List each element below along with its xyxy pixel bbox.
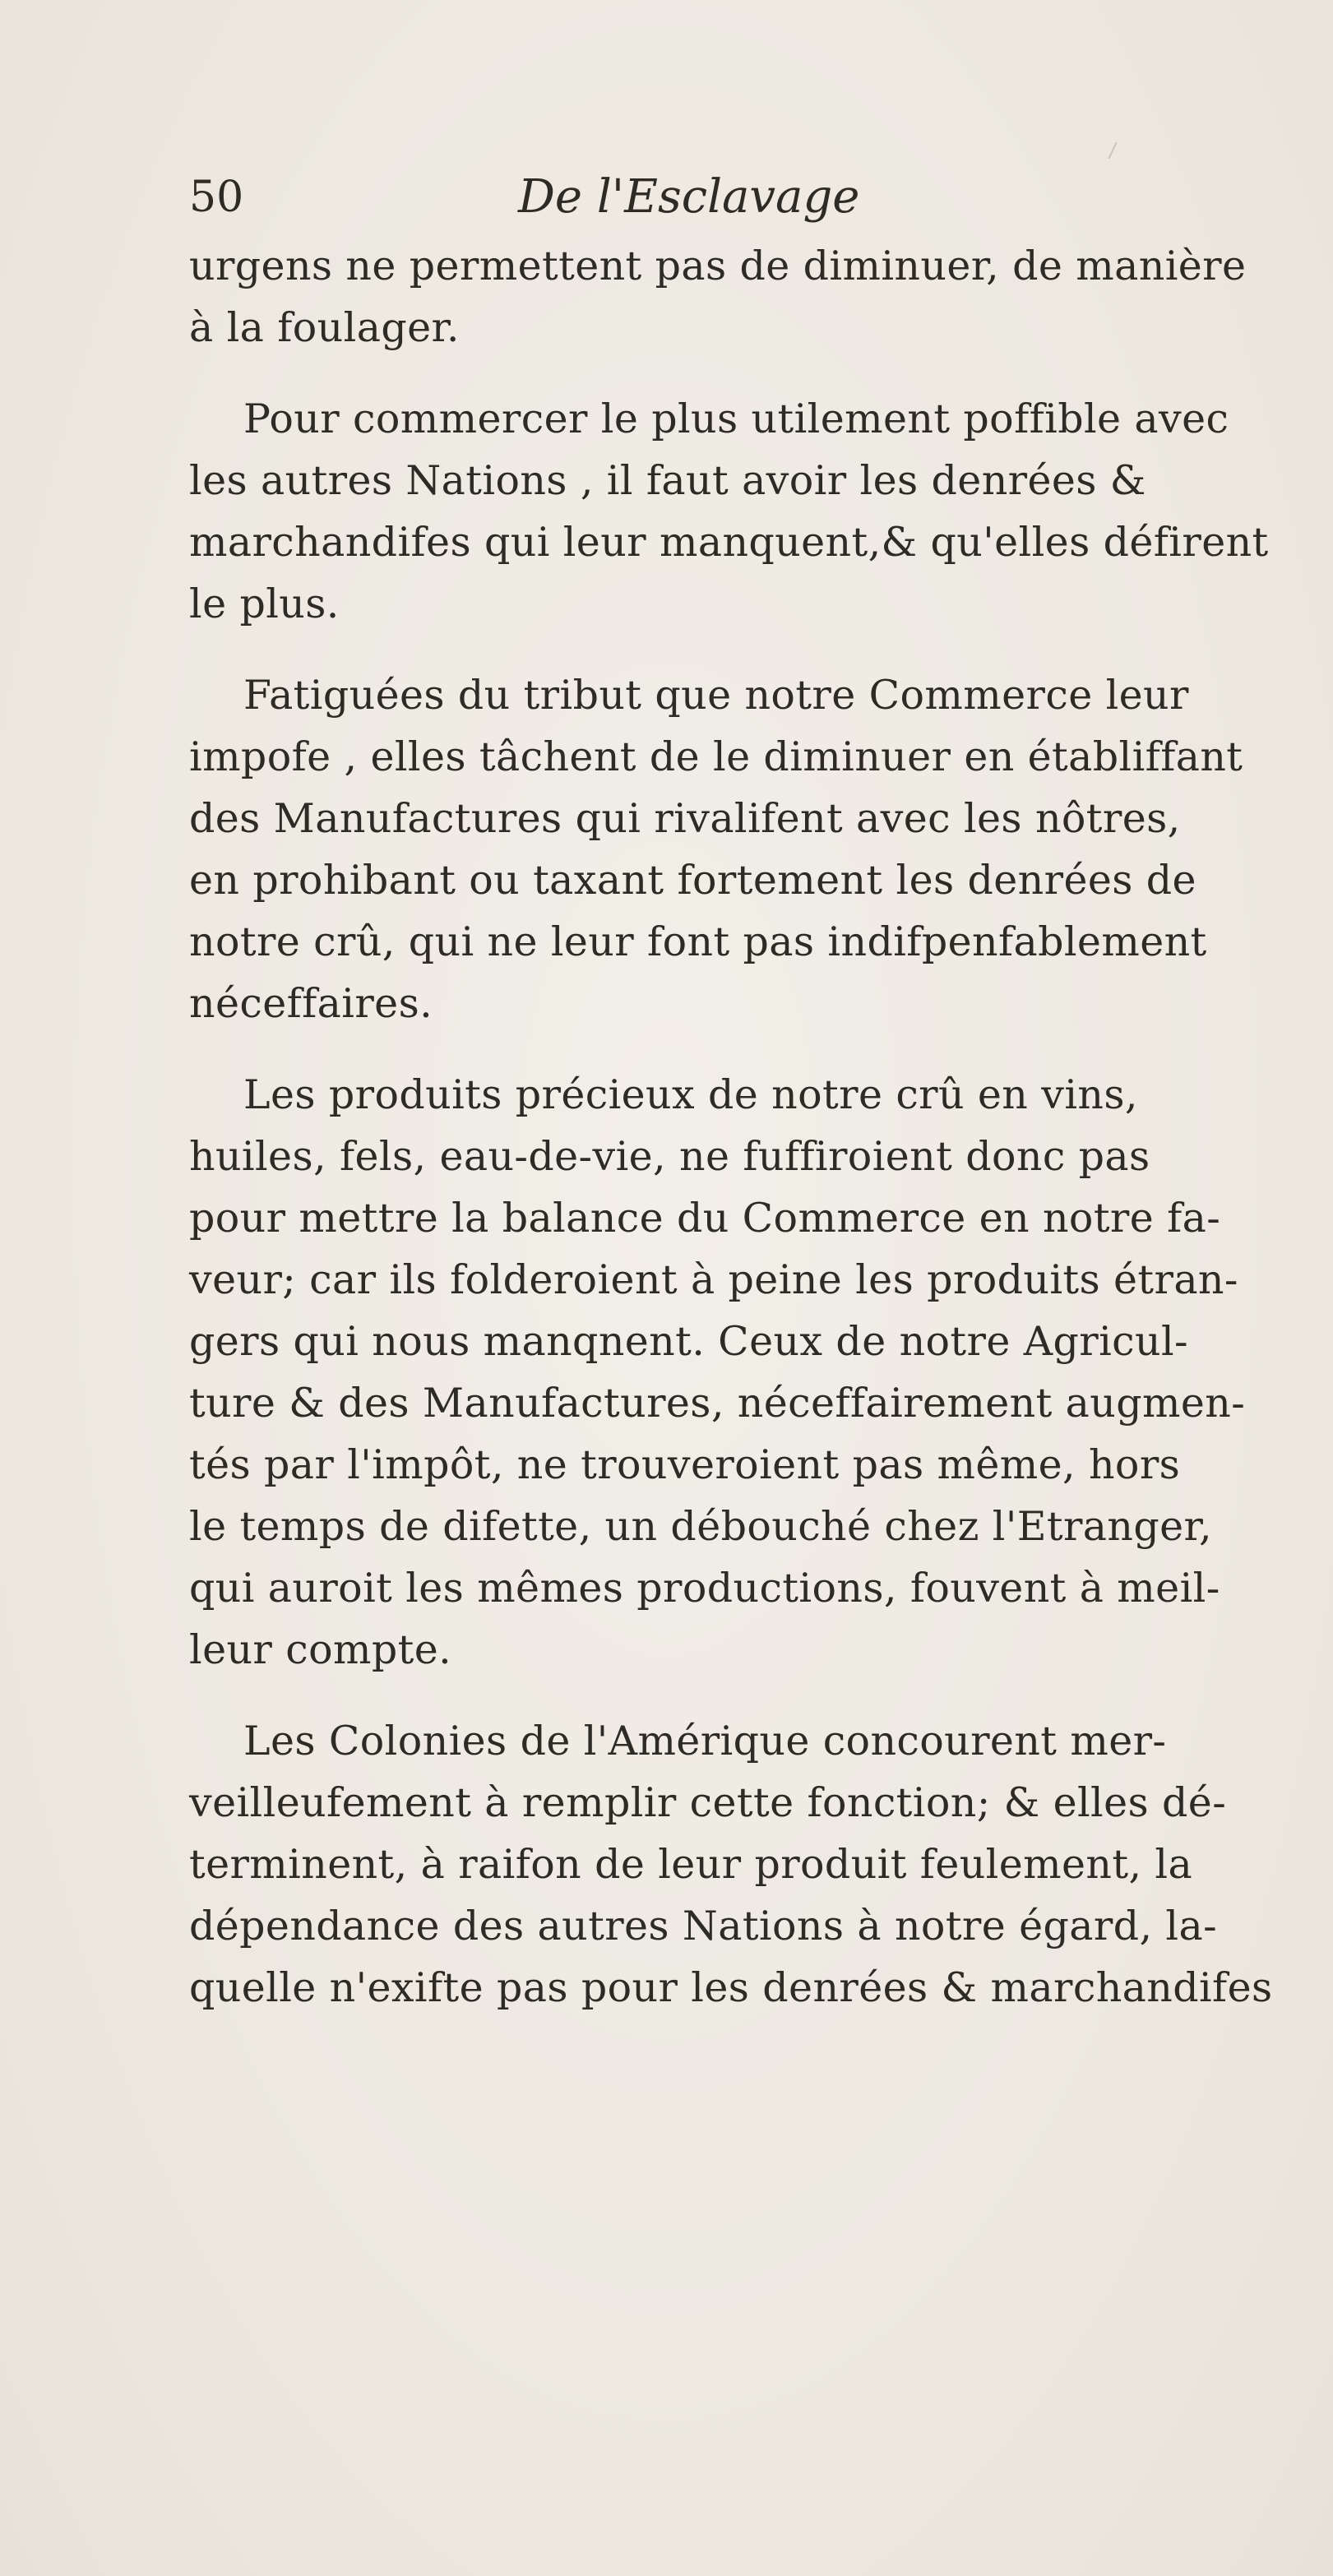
text-line: pour mettre la balance du Commerce en notre fa- <box>189 1195 1221 1242</box>
text-line: dépendance des autres Nations à notre égard, la- <box>189 1903 1218 1949</box>
text-line: leur compte. <box>189 1626 452 1673</box>
page-number: 50 <box>189 173 244 222</box>
text-line: veilleufement à remplir cette fonction; & elles dé- <box>189 1779 1227 1826</box>
text-line: Pour commercer le plus utilement poffible avec <box>243 395 1229 442</box>
body-text <box>189 235 1316 2019</box>
text-line: Les produits précieux de notre crû en vins, <box>243 1071 1138 1118</box>
text-line: des Manufactures qui rivalifent avec les nôtres, <box>189 795 1181 842</box>
paragraph <box>189 664 1316 1034</box>
text-line: veur; car ils folderoient à peine les produits étran- <box>189 1256 1238 1303</box>
text-line: les autres Nations , il faut avoir les denrées & <box>189 457 1146 504</box>
paragraph <box>189 1710 1316 2019</box>
text-line: le temps de difette, un débouché chez l'Etranger, <box>189 1503 1212 1550</box>
text-line: en prohibant ou taxant fortement les denrées de <box>189 857 1196 904</box>
text-line: ture & des Manufactures, néceffairement augmen- <box>189 1380 1246 1427</box>
paper-speck <box>1108 142 1117 160</box>
text-line: le plus. <box>189 580 340 627</box>
text-line: Les Colonies de l'Amérique concourent mer- <box>243 1718 1167 1764</box>
text-line: marchandifes qui leur manquent,& qu'elles défirent <box>189 519 1269 566</box>
paragraph <box>189 1064 1316 1681</box>
text-line: néceffaires. <box>189 980 433 1027</box>
text-line: qui auroit les mêmes productions, fouvent à meil- <box>189 1565 1220 1612</box>
text-line: terminent, à raifon de leur produit feulement, la <box>189 1841 1193 1888</box>
text-line: Fatiguées du tribut que notre Commerce leur <box>243 672 1189 719</box>
text-line: tés par l'impôt, ne trouveroient pas même, hors <box>189 1441 1181 1488</box>
text-line: impofe , elles tâchent de le diminuer en établiffant <box>189 733 1243 780</box>
text-line: à la foulager. <box>189 304 460 351</box>
paragraph <box>189 235 1316 358</box>
page-header <box>189 164 1159 230</box>
text-line: gers qui nous manqnent. Ceux de notre Agricul- <box>189 1318 1188 1365</box>
text-line: huiles, fels, eau-de-vie, ne fuffiroient donc pas <box>189 1133 1150 1180</box>
paragraph <box>189 388 1316 635</box>
running-title: De l'Esclavage <box>518 170 860 224</box>
text-line: urgens ne permettent pas de diminuer, de manière <box>189 243 1247 289</box>
text-line: quelle n'exifte pas pour les denrées & marchandifes <box>189 1964 1273 2011</box>
text-line: notre crû, qui ne leur font pas indifpenfablement <box>189 918 1207 965</box>
